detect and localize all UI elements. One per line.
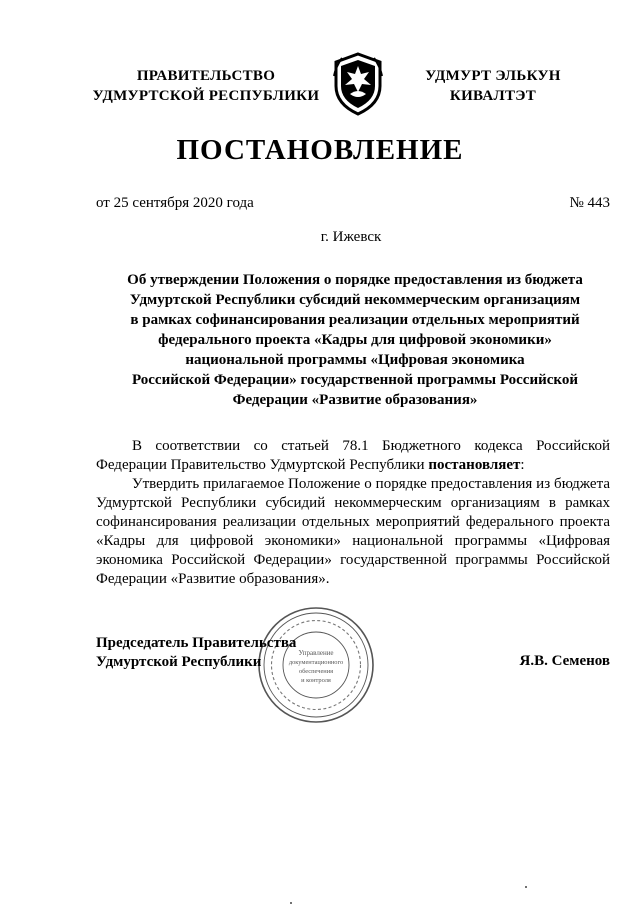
body-paragraph-2: Утвердить прилагаемое Положение о порядке предоставления из бюджета Удмуртской Республики субсидий некоммерческим организациям в рамках софинансирования реализации отдельных мероприятий федерального проекта «Кадры для цифровой экономики» национальной программы «Цифровая экономика Российской Федерации» государственной программы Российской Федерации «Развитие образования».: [96, 476, 610, 587]
subject-line: федерального проекта «Кадры для цифровой экономики»: [158, 332, 552, 348]
stamp-line: документационного: [288, 659, 344, 666]
document-body: [96, 437, 610, 589]
body-paragraph-1: [96, 437, 610, 475]
stamp-line: обеспечения: [298, 668, 334, 675]
stamp-line: и контроля: [301, 677, 331, 684]
header-left: [86, 66, 326, 106]
subject-line: Удмуртской Республики субсидий некоммерческим организациям: [129, 292, 581, 308]
document-city: г. Ижевск: [320, 229, 382, 245]
subject-line: национальной программы «Цифровая экономика: [185, 352, 525, 368]
header-left-line2: УДМУРТСКОЙ РЕСПУБЛИКИ: [92, 88, 320, 104]
scan-speck: [525, 886, 527, 888]
header-right-line2: КИВАЛТЭТ: [449, 88, 537, 104]
signatory-position-line2: Удмуртской Республики: [96, 654, 262, 670]
udmurt-coat-of-arms-icon: [328, 52, 388, 116]
document-date: от 25 сентября 2020 года: [96, 195, 254, 211]
paragraph1-end: :: [520, 457, 525, 473]
stamp-line: Управление: [298, 649, 334, 657]
document-subject: [110, 270, 600, 410]
signatory-position-line1: Председатель Правительства: [96, 635, 297, 651]
subject-line: Российской Федерации» государственной программы Российской: [131, 372, 578, 388]
header-left-line1: ПРАВИТЕЛЬСТВО: [136, 68, 276, 84]
paragraph1-text: В соответствии со статьей 78.1 Бюджетного кодекса Российской Федерации Правительство Удмуртской Республики: [96, 438, 610, 473]
subject-line: Федерации «Развитие образования»: [232, 392, 478, 408]
subject-line: Об утверждении Положения о порядке предоставления из бюджета: [127, 272, 583, 288]
header-right-line1: УДМУРТ ЭЛЬКУН: [425, 68, 561, 84]
scan-speck: [290, 902, 292, 904]
signatory-position: [96, 634, 296, 672]
paragraph1-bold: постановляет: [428, 457, 521, 473]
subject-line: в рамках софинансирования реализации отдельных мероприятий: [130, 312, 580, 328]
header-right: [408, 66, 578, 106]
document-number: № 443: [569, 195, 610, 211]
document-title: ПОСТАНОВЛЕНИЕ: [176, 134, 464, 166]
signatory-name: Я.В. Семенов: [519, 653, 610, 669]
